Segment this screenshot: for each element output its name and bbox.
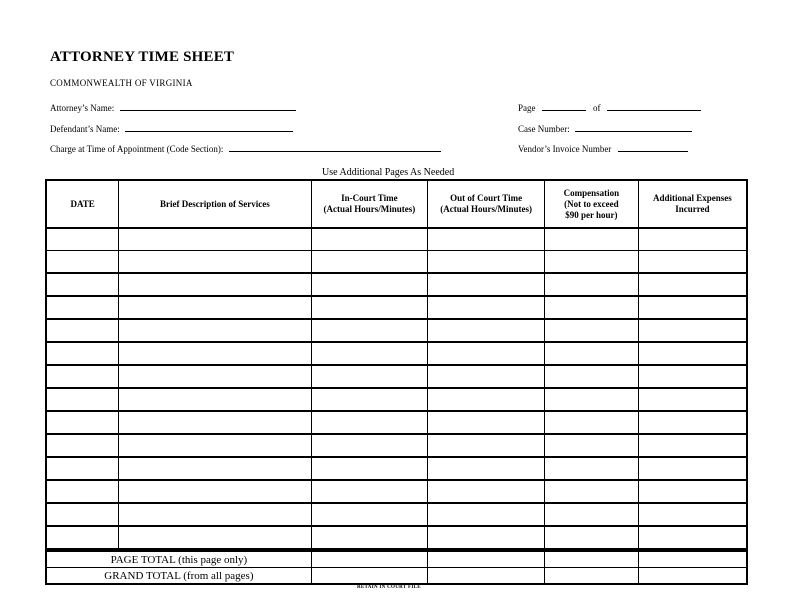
in-court-time-cell[interactable] — [311, 480, 428, 503]
page-total-row — [46, 551, 747, 568]
grand-total-compensation-cell[interactable] — [545, 568, 639, 585]
vendor-invoice-row — [518, 142, 688, 154]
in-court-time-cell[interactable] — [311, 503, 428, 526]
column-header-line: Incurred — [675, 204, 710, 214]
in-court-time-cell[interactable] — [311, 273, 428, 296]
description-cell[interactable] — [119, 526, 311, 549]
date-cell[interactable] — [46, 388, 119, 411]
description-cell[interactable] — [119, 411, 311, 434]
date-cell[interactable] — [46, 228, 119, 251]
date-cell[interactable] — [46, 434, 119, 457]
out-of-court-time-cell[interactable] — [428, 411, 545, 434]
column-header-in-court-time — [311, 180, 428, 228]
compensation-cell[interactable] — [544, 388, 638, 411]
date-cell[interactable] — [46, 503, 119, 526]
out-of-court-time-cell[interactable] — [428, 503, 545, 526]
case-number-field[interactable] — [575, 122, 692, 132]
column-header-out-of-court-time — [428, 180, 545, 228]
grand-total-label: GRAND TOTAL (from all pages) — [46, 568, 311, 585]
in-court-time-cell[interactable] — [311, 526, 428, 549]
form-title: ATTORNEY TIME SHEET — [50, 49, 235, 65]
expenses-cell[interactable] — [638, 457, 747, 480]
description-cell[interactable] — [119, 319, 311, 342]
expenses-cell[interactable] — [638, 480, 747, 503]
compensation-cell[interactable] — [544, 228, 638, 251]
date-cell[interactable] — [46, 342, 119, 365]
out-of-court-time-cell[interactable] — [428, 388, 545, 411]
compensation-cell[interactable] — [544, 457, 638, 480]
attorney-name-row — [50, 101, 296, 113]
date-cell[interactable] — [46, 526, 119, 549]
description-cell[interactable] — [119, 503, 311, 526]
description-cell[interactable] — [119, 228, 311, 251]
column-header-line: (Actual Hours/Minutes) — [440, 204, 532, 214]
compensation-cell[interactable] — [544, 273, 638, 296]
description-cell[interactable] — [119, 434, 311, 457]
in-court-time-cell[interactable] — [311, 434, 428, 457]
date-cell[interactable] — [46, 296, 119, 319]
date-cell[interactable] — [46, 273, 119, 296]
expenses-cell[interactable] — [638, 296, 747, 319]
description-cell[interactable] — [119, 365, 311, 388]
expenses-cell[interactable] — [638, 251, 747, 274]
column-header-description — [119, 180, 311, 228]
column-header-line: Out of Court Time — [450, 193, 523, 203]
out-of-court-time-cell[interactable] — [428, 228, 545, 251]
description-cell[interactable] — [119, 296, 311, 319]
column-header-line: In-Court Time — [341, 193, 398, 203]
table-row — [46, 296, 747, 319]
table-row — [46, 388, 747, 411]
expenses-cell[interactable] — [638, 503, 747, 526]
compensation-cell[interactable] — [544, 526, 638, 549]
in-court-time-cell[interactable] — [311, 319, 428, 342]
description-cell[interactable] — [119, 388, 311, 411]
column-header-line: (Actual Hours/Minutes) — [323, 204, 416, 214]
vendor-invoice-field[interactable] — [618, 142, 688, 152]
column-header-line: $90 per hour) — [565, 209, 618, 220]
table-row — [46, 503, 747, 526]
totals-table — [45, 550, 748, 585]
page-total-in-court-cell[interactable] — [311, 551, 428, 568]
expenses-cell[interactable] — [638, 319, 747, 342]
date-cell[interactable] — [46, 480, 119, 503]
footer-note: RETAIN IN COURT FILE — [357, 585, 421, 590]
description-cell[interactable] — [119, 342, 311, 365]
in-court-time-cell[interactable] — [311, 388, 428, 411]
date-cell[interactable] — [46, 319, 119, 342]
attorney-name-field[interactable] — [120, 101, 296, 111]
column-header-line: Brief Description of Services — [160, 198, 270, 209]
out-of-court-time-cell[interactable] — [428, 434, 545, 457]
date-cell[interactable] — [46, 365, 119, 388]
table-row — [46, 342, 747, 365]
in-court-time-cell[interactable] — [311, 296, 428, 319]
expenses-cell[interactable] — [638, 342, 747, 365]
expenses-cell[interactable] — [638, 526, 747, 549]
defendant-name-field[interactable] — [125, 122, 293, 132]
compensation-cell[interactable] — [544, 251, 638, 274]
out-of-court-time-cell[interactable] — [428, 457, 545, 480]
grand-total-in-court-cell[interactable] — [311, 568, 428, 585]
table-row — [46, 526, 747, 549]
grand-total-expenses-cell[interactable] — [638, 568, 747, 585]
compensation-cell[interactable] — [544, 296, 638, 319]
expenses-cell[interactable] — [638, 228, 747, 251]
charge-label: Charge at Time of Appointment (Code Section): — [50, 144, 224, 154]
page-number-field[interactable] — [542, 101, 586, 111]
column-header-line: (Not to exceed — [564, 198, 619, 209]
table-row — [46, 319, 747, 342]
table-row — [46, 480, 747, 503]
charge-row — [50, 142, 441, 154]
table-row — [46, 273, 747, 296]
defendant-name-label: Defendant’s Name: — [50, 124, 120, 134]
table-row — [46, 411, 747, 434]
time-entry-table — [45, 179, 748, 550]
in-court-time-cell[interactable] — [311, 411, 428, 434]
page-total-expenses-cell[interactable] — [638, 551, 747, 568]
table-row — [46, 228, 747, 251]
page-total-label: PAGE TOTAL (this page only) — [46, 551, 311, 568]
charge-field[interactable] — [229, 142, 441, 152]
column-header-line: Compensation — [563, 187, 620, 198]
date-cell[interactable] — [46, 411, 119, 434]
column-header-line: DATE — [70, 198, 95, 209]
expenses-cell[interactable] — [638, 434, 747, 457]
in-court-time-cell[interactable] — [311, 365, 428, 388]
column-header-line: Additional Expenses — [653, 193, 732, 203]
expenses-cell[interactable] — [638, 273, 747, 296]
description-cell[interactable] — [119, 457, 311, 480]
vendor-invoice-label: Vendor’s Invoice Number — [518, 144, 612, 154]
compensation-cell[interactable] — [544, 319, 638, 342]
page-total-count-field[interactable] — [607, 101, 701, 111]
page-total-out-of-court-cell[interactable] — [428, 551, 545, 568]
compensation-cell[interactable] — [544, 365, 638, 388]
compensation-cell[interactable] — [544, 503, 638, 526]
grand-total-out-of-court-cell[interactable] — [428, 568, 545, 585]
out-of-court-time-cell[interactable] — [428, 365, 545, 388]
column-header-date — [46, 180, 119, 228]
additional-pages-note: Use Additional Pages As Needed — [322, 167, 455, 178]
compensation-cell[interactable] — [544, 411, 638, 434]
column-header-additional-expenses — [638, 180, 747, 228]
column-header-compensation — [544, 180, 638, 228]
out-of-court-time-cell[interactable] — [428, 526, 545, 549]
description-cell[interactable] — [119, 273, 311, 296]
compensation-cell[interactable] — [544, 480, 638, 503]
page-total-compensation-cell[interactable] — [545, 551, 639, 568]
out-of-court-time-cell[interactable] — [428, 342, 545, 365]
form-subtitle: COMMONWEALTH OF VIRGINIA — [50, 78, 193, 88]
description-cell[interactable] — [119, 251, 311, 274]
out-of-court-time-cell[interactable] — [428, 296, 545, 319]
table-row — [46, 251, 747, 274]
of-label: of — [593, 103, 601, 113]
defendant-name-row — [50, 122, 293, 134]
expenses-cell[interactable] — [638, 365, 747, 388]
case-number-label: Case Number: — [518, 124, 570, 134]
in-court-time-cell[interactable] — [311, 251, 428, 274]
in-court-time-cell[interactable] — [311, 457, 428, 480]
compensation-cell[interactable] — [544, 434, 638, 457]
out-of-court-time-cell[interactable] — [428, 251, 545, 274]
description-cell[interactable] — [119, 480, 311, 503]
compensation-cell[interactable] — [544, 342, 638, 365]
date-cell[interactable] — [46, 457, 119, 480]
expenses-cell[interactable] — [638, 411, 747, 434]
in-court-time-cell[interactable] — [311, 342, 428, 365]
out-of-court-time-cell[interactable] — [428, 273, 545, 296]
table-row — [46, 365, 747, 388]
grand-total-row — [46, 568, 747, 585]
table-row — [46, 434, 747, 457]
attorney-name-label: Attorney’s Name: — [50, 103, 115, 113]
case-number-row — [518, 122, 692, 134]
page-row — [518, 101, 701, 113]
page-label: Page — [518, 103, 536, 113]
out-of-court-time-cell[interactable] — [428, 480, 545, 503]
date-cell[interactable] — [46, 251, 119, 274]
expenses-cell[interactable] — [638, 388, 747, 411]
table-header-row — [46, 180, 747, 228]
in-court-time-cell[interactable] — [311, 228, 428, 251]
out-of-court-time-cell[interactable] — [428, 319, 545, 342]
table-row — [46, 457, 747, 480]
